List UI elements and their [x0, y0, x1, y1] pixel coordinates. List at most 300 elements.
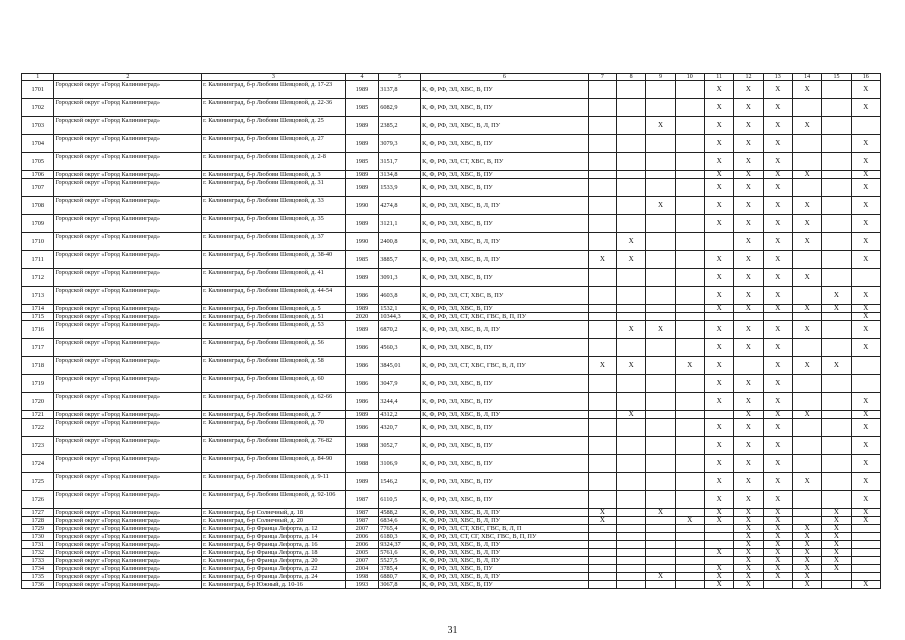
mark-cell: X — [588, 251, 616, 269]
mark-cell — [646, 233, 675, 251]
mark-cell — [851, 357, 880, 375]
mark-cell — [616, 375, 645, 393]
column-number: 14 — [792, 74, 821, 81]
mark-cell — [675, 557, 704, 565]
municipality-cell: Городской округ «Город Калининград» — [54, 287, 202, 305]
mark-cell: X — [704, 99, 733, 117]
row-number: 1732 — [22, 549, 54, 557]
mark-cell — [822, 321, 851, 339]
municipality-cell: Городской округ «Город Калининград» — [54, 171, 202, 179]
address-cell: г. Калининград, б-р Любови Шевцовой, д. 41 — [202, 269, 346, 287]
mark-cell — [822, 419, 851, 437]
table-row — [22, 135, 881, 153]
municipality-cell: Городской округ «Город Калининград» — [54, 99, 202, 117]
mark-cell — [704, 541, 733, 549]
mark-cell — [588, 455, 616, 473]
year-cell: 1988 — [345, 437, 379, 455]
services-cell: К, Ф, РФ, ЭЛ, ХВС, В, ПУ — [421, 215, 589, 233]
year-cell: 1988 — [345, 455, 379, 473]
mark-cell — [792, 153, 821, 171]
municipality-cell: Городской округ «Город Калининград» — [54, 573, 202, 581]
year-cell: 1990 — [345, 197, 379, 215]
address-cell: г. Калининград, б-р Франца Лефорта, д. 14 — [202, 533, 346, 541]
mark-cell — [616, 215, 645, 233]
address-cell: г. Калининград, б-р Франца Лефорта, д. 22 — [202, 565, 346, 573]
mark-cell — [792, 491, 821, 509]
area-cell: 1533,9 — [379, 179, 421, 197]
mark-cell: X — [851, 197, 880, 215]
mark-cell — [646, 179, 675, 197]
municipality-cell: Городской округ «Город Калининград» — [54, 339, 202, 357]
address-cell: г. Калининград, б-р Любови Шевцовой, д. 17-23 — [202, 81, 346, 99]
mark-cell: X — [704, 517, 733, 525]
address-cell: г. Калининград, б-р Любови Шевцовой, д. 70 — [202, 419, 346, 437]
table-row — [22, 557, 881, 565]
mark-cell: X — [734, 233, 763, 251]
mark-cell — [646, 313, 675, 321]
mark-cell — [822, 269, 851, 287]
mark-cell — [675, 171, 704, 179]
municipality-cell: Городской округ «Город Калининград» — [54, 305, 202, 313]
address-cell: г. Калининград, б-р Любови Шевцовой, д. 31 — [202, 179, 346, 197]
mark-cell — [646, 411, 675, 419]
mark-cell: X — [763, 339, 792, 357]
mark-cell: X — [646, 573, 675, 581]
municipality-cell: Городской округ «Город Калининград» — [54, 473, 202, 491]
area-cell: 1546,2 — [379, 473, 421, 491]
mark-cell: X — [734, 491, 763, 509]
row-number: 1717 — [22, 339, 54, 357]
row-number: 1733 — [22, 557, 54, 565]
services-cell: К, Ф, РФ, ЭЛ, ХВС, В, Л, ПУ — [421, 233, 589, 251]
year-cell: 2006 — [345, 541, 379, 549]
table-row — [22, 473, 881, 491]
area-cell: 3067,8 — [379, 581, 421, 589]
mark-cell — [588, 153, 616, 171]
mark-cell: X — [792, 81, 821, 99]
mark-cell: X — [734, 305, 763, 313]
table-row — [22, 393, 881, 411]
mark-cell: X — [763, 233, 792, 251]
mark-cell — [763, 313, 792, 321]
year-cell: 1986 — [345, 419, 379, 437]
mark-cell — [646, 171, 675, 179]
mark-cell — [822, 81, 851, 99]
mark-cell — [822, 197, 851, 215]
row-number: 1720 — [22, 393, 54, 411]
address-cell: г. Калининград, б-р Любови Шевцовой, д. 33 — [202, 197, 346, 215]
area-cell: 2400,8 — [379, 233, 421, 251]
mark-cell — [822, 171, 851, 179]
municipality-cell: Городской округ «Город Калининград» — [54, 549, 202, 557]
mark-cell: X — [734, 419, 763, 437]
year-cell: 2007 — [345, 557, 379, 565]
municipality-cell: Городской округ «Город Калининград» — [54, 491, 202, 509]
mark-cell — [646, 557, 675, 565]
address-cell: г. Калининград, б-р Любови Шевцовой, д. 9-11 — [202, 473, 346, 491]
mark-cell — [588, 339, 616, 357]
mark-cell — [616, 81, 645, 99]
mark-cell — [822, 581, 851, 589]
services-cell: К, Ф, РФ, ЭЛ, СТ, ХВС, ГВС, В, П, ПУ — [421, 313, 589, 321]
services-cell: К, Ф, РФ, ЭЛ, ХВС, В, Л, ПУ — [421, 517, 589, 525]
mark-cell — [588, 565, 616, 573]
mark-cell — [704, 313, 733, 321]
mark-cell: X — [763, 533, 792, 541]
address-cell: г. Калининград, б-р Любови Шевцовой, д. 5 — [202, 305, 346, 313]
mark-cell: X — [704, 509, 733, 517]
area-cell: 6110,5 — [379, 491, 421, 509]
row-number: 1707 — [22, 179, 54, 197]
mark-cell: X — [792, 411, 821, 419]
address-cell: г. Калининград, б-р Любови Шевцовой, д. 44-54 — [202, 287, 346, 305]
mark-cell — [822, 313, 851, 321]
column-number: 7 — [588, 74, 616, 81]
mark-cell: X — [734, 517, 763, 525]
mark-cell — [616, 541, 645, 549]
table-row — [22, 509, 881, 517]
area-cell: 6880,7 — [379, 573, 421, 581]
mark-cell: X — [734, 473, 763, 491]
column-number: 9 — [646, 74, 675, 81]
mark-cell: X — [588, 517, 616, 525]
mark-cell: X — [763, 525, 792, 533]
row-number: 1736 — [22, 581, 54, 589]
mark-cell: X — [734, 437, 763, 455]
year-cell: 1989 — [345, 117, 379, 135]
mark-cell — [792, 455, 821, 473]
row-number: 1703 — [22, 117, 54, 135]
mark-cell: X — [734, 393, 763, 411]
mark-cell — [616, 455, 645, 473]
services-cell: К, Ф, РФ, ЭЛ, ХВС, В, ПУ — [421, 455, 589, 473]
mark-cell — [646, 269, 675, 287]
municipality-cell: Городской округ «Город Калининград» — [54, 375, 202, 393]
year-cell: 1989 — [345, 171, 379, 179]
services-cell: К, Ф, РФ, ЭЛ, ХВС, В, Л, ПУ — [421, 251, 589, 269]
address-cell: г. Калининград, б-р Франца Лефорта, д. 18 — [202, 549, 346, 557]
services-cell: К, Ф, РФ, ЭЛ, ХВС, В, ПУ — [421, 473, 589, 491]
mark-cell: X — [734, 533, 763, 541]
mark-cell — [616, 491, 645, 509]
mark-cell — [616, 117, 645, 135]
mark-cell: X — [851, 287, 880, 305]
mark-cell: X — [851, 393, 880, 411]
area-cell: 2385,2 — [379, 117, 421, 135]
mark-cell — [704, 411, 733, 419]
address-cell: г. Калининград, б-р Франца Лефорта, д. 16 — [202, 541, 346, 549]
mark-cell: X — [851, 171, 880, 179]
row-number: 1714 — [22, 305, 54, 313]
year-cell: 1989 — [345, 305, 379, 313]
mark-cell: X — [851, 321, 880, 339]
area-cell: 6180,3 — [379, 533, 421, 541]
municipality-cell: Городской округ «Город Калининград» — [54, 357, 202, 375]
mark-cell: X — [792, 171, 821, 179]
row-number: 1711 — [22, 251, 54, 269]
mark-cell — [616, 339, 645, 357]
address-cell: г. Калининград, б-р Любови Шевцовой, д. 62-66 — [202, 393, 346, 411]
mark-cell — [588, 411, 616, 419]
table-row — [22, 533, 881, 541]
mark-cell — [646, 491, 675, 509]
mark-cell — [646, 251, 675, 269]
mark-cell — [822, 135, 851, 153]
mark-cell — [646, 339, 675, 357]
mark-cell — [675, 411, 704, 419]
mark-cell: X — [763, 517, 792, 525]
mark-cell: X — [646, 509, 675, 517]
mark-cell: X — [851, 455, 880, 473]
mark-cell — [646, 565, 675, 573]
year-cell: 1987 — [345, 509, 379, 517]
mark-cell: X — [704, 269, 733, 287]
mark-cell: X — [792, 573, 821, 581]
municipality-cell: Городской округ «Город Калининград» — [54, 233, 202, 251]
mark-cell — [588, 81, 616, 99]
mark-cell: X — [792, 197, 821, 215]
row-number: 1722 — [22, 419, 54, 437]
mark-cell — [616, 171, 645, 179]
table-row — [22, 517, 881, 525]
mark-cell: X — [851, 313, 880, 321]
mark-cell — [616, 525, 645, 533]
mark-cell: X — [851, 509, 880, 517]
mark-cell — [675, 305, 704, 313]
mark-cell: X — [616, 411, 645, 419]
mark-cell — [792, 339, 821, 357]
mark-cell — [588, 171, 616, 179]
mark-cell: X — [734, 455, 763, 473]
mark-cell — [675, 153, 704, 171]
area-cell: 3845,01 — [379, 357, 421, 375]
address-cell: г. Калининград, б-р Любови Шевцовой, д. 25 — [202, 117, 346, 135]
mark-cell — [616, 393, 645, 411]
mark-cell: X — [734, 135, 763, 153]
mark-cell — [822, 393, 851, 411]
mark-cell: X — [763, 287, 792, 305]
mark-cell: X — [792, 557, 821, 565]
area-cell: 4603,8 — [379, 287, 421, 305]
mark-cell: X — [851, 99, 880, 117]
mark-cell: X — [734, 179, 763, 197]
mark-cell — [851, 269, 880, 287]
services-cell: К, Ф, РФ, ЭЛ, ХВС, В, ПУ — [421, 171, 589, 179]
column-number: 6 — [421, 74, 589, 81]
mark-cell: X — [792, 215, 821, 233]
mark-cell: X — [763, 321, 792, 339]
row-number: 1723 — [22, 437, 54, 455]
mark-cell: X — [822, 287, 851, 305]
mark-cell: X — [704, 305, 733, 313]
mark-cell: X — [792, 269, 821, 287]
mark-cell — [616, 557, 645, 565]
year-cell: 1985 — [345, 99, 379, 117]
mark-cell: X — [851, 339, 880, 357]
mark-cell: X — [734, 81, 763, 99]
mark-cell — [822, 117, 851, 135]
services-cell: К, Ф, РФ, ЭЛ, ХВС, В, Л, ПУ — [421, 549, 589, 557]
area-cell: 9324,37 — [379, 541, 421, 549]
mark-cell — [851, 557, 880, 565]
mark-cell — [792, 375, 821, 393]
area-cell: 3091,3 — [379, 269, 421, 287]
services-cell: К, Ф, РФ, ЭЛ, ХВС, В, ПУ — [421, 375, 589, 393]
mark-cell — [588, 491, 616, 509]
mark-cell — [646, 525, 675, 533]
mark-cell — [616, 549, 645, 557]
area-cell: 3785,4 — [379, 565, 421, 573]
services-cell: К, Ф, РФ, ЭЛ, СТ, ХВС, В, ПУ — [421, 287, 589, 305]
mark-cell — [588, 215, 616, 233]
services-cell: К, Ф, РФ, ЭЛ, ХВС, В, Л, ПУ — [421, 557, 589, 565]
municipality-cell: Городской округ «Город Калининград» — [54, 419, 202, 437]
mark-cell — [851, 549, 880, 557]
row-number: 1724 — [22, 455, 54, 473]
mark-cell: X — [734, 375, 763, 393]
mark-cell: X — [704, 565, 733, 573]
mark-cell: X — [616, 233, 645, 251]
mark-cell — [675, 117, 704, 135]
table-row — [22, 233, 881, 251]
area-cell: 6870,2 — [379, 321, 421, 339]
year-cell: 1985 — [345, 153, 379, 171]
mark-cell — [588, 525, 616, 533]
mark-cell: X — [851, 135, 880, 153]
mark-cell: X — [734, 581, 763, 589]
mark-cell: X — [616, 251, 645, 269]
mark-cell — [675, 565, 704, 573]
area-cell: 3052,7 — [379, 437, 421, 455]
row-number: 1702 — [22, 99, 54, 117]
mark-cell: X — [851, 419, 880, 437]
address-cell: г. Калининград, б-р Любови Шевцовой, д. 38-40 — [202, 251, 346, 269]
mark-cell — [616, 565, 645, 573]
mark-cell — [822, 233, 851, 251]
year-cell: 2007 — [345, 525, 379, 533]
municipality-cell: Городской округ «Город Калининград» — [54, 393, 202, 411]
mark-cell — [704, 533, 733, 541]
column-number: 8 — [616, 74, 645, 81]
mark-cell — [822, 251, 851, 269]
mark-cell — [822, 179, 851, 197]
year-cell: 1987 — [345, 491, 379, 509]
mark-cell: X — [704, 215, 733, 233]
mark-cell — [646, 533, 675, 541]
municipality-cell: Городской округ «Город Калининград» — [54, 517, 202, 525]
column-number: 15 — [822, 74, 851, 81]
mark-cell — [675, 215, 704, 233]
mark-cell — [588, 419, 616, 437]
mark-cell: X — [763, 565, 792, 573]
services-cell: К, Ф, РФ, ЭЛ, ХВС, В, ПУ — [421, 581, 589, 589]
address-cell: г. Калининград, б-р Любови Шевцовой, д. 2-8 — [202, 153, 346, 171]
address-cell: г. Калининград, б-р Любови Шевцовой, д. 7 — [202, 411, 346, 419]
mark-cell: X — [734, 339, 763, 357]
mark-cell: X — [704, 549, 733, 557]
area-cell: 6082,9 — [379, 99, 421, 117]
mark-cell — [616, 135, 645, 153]
mark-cell: X — [734, 269, 763, 287]
area-cell: 5761,6 — [379, 549, 421, 557]
area-cell: 10344,3 — [379, 313, 421, 321]
mark-cell — [588, 541, 616, 549]
year-cell: 1989 — [345, 269, 379, 287]
area-cell: 4560,3 — [379, 339, 421, 357]
mark-cell: X — [792, 305, 821, 313]
mark-cell — [616, 473, 645, 491]
table-row — [22, 179, 881, 197]
row-number: 1706 — [22, 171, 54, 179]
row-number: 1715 — [22, 313, 54, 321]
mark-cell: X — [792, 533, 821, 541]
mark-cell — [734, 357, 763, 375]
address-cell: г. Калининград, б-р Любови Шевцовой, д. 92-106 — [202, 491, 346, 509]
mark-cell: X — [763, 509, 792, 517]
mark-cell — [675, 455, 704, 473]
mark-cell — [616, 99, 645, 117]
mark-cell — [646, 357, 675, 375]
table-row — [22, 313, 881, 321]
mark-cell — [675, 549, 704, 557]
mark-cell: X — [704, 179, 733, 197]
mark-cell: X — [763, 305, 792, 313]
mark-cell — [616, 533, 645, 541]
mark-cell — [616, 419, 645, 437]
mark-cell: X — [734, 197, 763, 215]
mark-cell — [675, 437, 704, 455]
mark-cell — [851, 525, 880, 533]
mark-cell — [588, 557, 616, 565]
address-cell: г. Калининград, б-р Любови Шевцовой, д. 27 — [202, 135, 346, 153]
address-cell: г. Калининград, б-р Любови Шевцовой, д. 76-82 — [202, 437, 346, 455]
mark-cell: X — [763, 437, 792, 455]
mark-cell: X — [792, 357, 821, 375]
services-cell: К, Ф, РФ, ЭЛ, ХВС, В, ПУ — [421, 135, 589, 153]
mark-cell — [588, 117, 616, 135]
row-number: 1712 — [22, 269, 54, 287]
area-cell: 4320,7 — [379, 419, 421, 437]
mark-cell — [851, 565, 880, 573]
mark-cell: X — [792, 565, 821, 573]
column-number: 5 — [379, 74, 421, 81]
area-cell: 3106,9 — [379, 455, 421, 473]
mark-cell — [704, 557, 733, 565]
services-cell: К, Ф, РФ, ЭЛ, ХВС, В, ПУ — [421, 491, 589, 509]
mark-cell — [588, 393, 616, 411]
address-cell: г. Калининград, б-р Солнечный, д. 18 — [202, 509, 346, 517]
mark-cell: X — [822, 525, 851, 533]
year-cell: 1986 — [345, 287, 379, 305]
table-row — [22, 357, 881, 375]
municipality-cell: Городской округ «Город Калининград» — [54, 455, 202, 473]
mark-cell: X — [704, 321, 733, 339]
mark-cell — [763, 581, 792, 589]
page-number: 31 — [447, 625, 458, 636]
mark-cell — [675, 233, 704, 251]
address-cell: г. Калининград, б-р Солнечный, д. 20 — [202, 517, 346, 525]
table-row — [22, 251, 881, 269]
services-cell: К, Ф, РФ, ЭЛ, ХВС, В, ПУ — [421, 305, 589, 313]
services-cell: К, Ф, РФ, ЭЛ, ХВС, В, ПУ — [421, 81, 589, 99]
services-cell: К, Ф, РФ, ЭЛ, ХВС, В, Л, ПУ — [421, 321, 589, 339]
mark-cell — [588, 473, 616, 491]
mark-cell: X — [763, 251, 792, 269]
mark-cell: X — [675, 357, 704, 375]
mark-cell: X — [851, 411, 880, 419]
mark-cell — [616, 437, 645, 455]
mark-cell: X — [792, 525, 821, 533]
